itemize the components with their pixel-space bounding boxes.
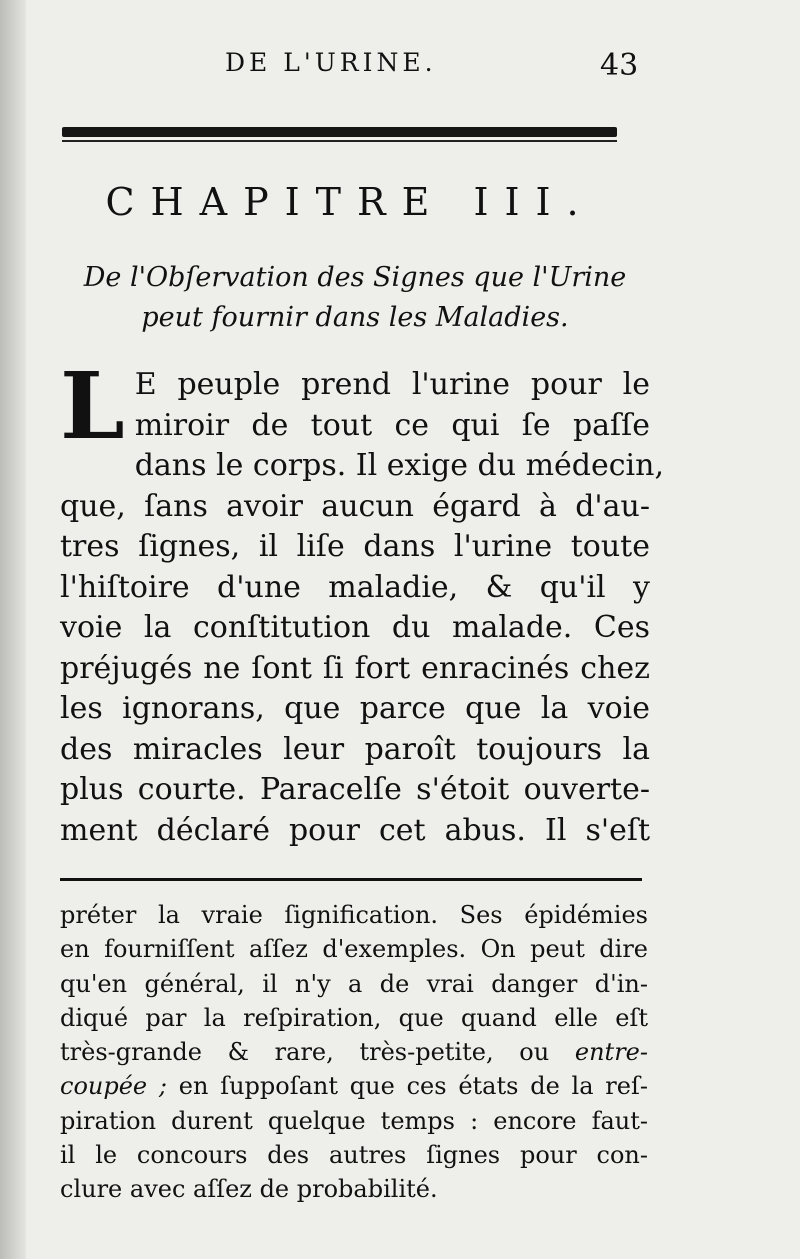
body-line: ment déclaré pour cet abus. Il s'eſt bbox=[60, 812, 650, 848]
footnote-line: clure avec aſſez de probabilité. bbox=[60, 1175, 438, 1204]
footnote-italic-word: coupée ; bbox=[60, 1072, 167, 1101]
footnote-line: préter la vraie ſignification. Ses épidémies bbox=[60, 901, 648, 929]
body-line: E peuple prend l'urine pour le bbox=[134, 367, 650, 402]
footnote-line bbox=[60, 1035, 648, 1069]
body-line: miroir de tout ce qui ſe paſſe bbox=[134, 407, 650, 443]
body-line: les ignorans, que parce que la voie bbox=[60, 691, 650, 726]
footnote-line-text: en ſuppoſant que ces états de la reſ- bbox=[178, 1072, 648, 1101]
chapter-subtitle-line: De l'Obſervation des Signes que l'Urine bbox=[83, 262, 627, 293]
footnote-line-text: très-grande & rare, très-petite, ou bbox=[60, 1038, 550, 1067]
chapter-heading: CHAPITRE III. bbox=[105, 180, 595, 224]
drop-cap: L bbox=[60, 352, 125, 460]
body-line: plus courte. Paracelſe s'étoit ouverte- bbox=[60, 772, 650, 807]
body-text bbox=[60, 352, 665, 851]
header-rule-thick bbox=[62, 127, 617, 137]
body-line: l'hiſtoire d'une maladie, & qu'il y bbox=[60, 569, 650, 605]
running-title: DE L'URINE. bbox=[225, 48, 437, 77]
footnote bbox=[60, 898, 648, 1207]
footnote-line bbox=[60, 1069, 648, 1103]
drop-cap-lines bbox=[135, 365, 650, 446]
page-number: 43 bbox=[600, 48, 639, 83]
body-line: des miracles leur paroît toujours la bbox=[60, 731, 650, 767]
footnote-line: diqué par la reſpiration, que quand elle eſt bbox=[60, 1003, 648, 1032]
footnote-rule bbox=[60, 878, 642, 881]
body-line: dans le corps. Il exige du médecin, bbox=[134, 448, 665, 483]
body-line: voie la conſtitution du malade. Ces bbox=[60, 610, 650, 645]
body-line: préjugés ne ſont ſi fort enracinés chez bbox=[60, 650, 650, 686]
chapter-subtitle bbox=[50, 258, 660, 338]
footnote-line: en fourniſſent aſſez d'exemples. On peut dire bbox=[60, 935, 648, 964]
body-line: tres ſignes, il liſe dans l'urine toute bbox=[60, 529, 650, 564]
chapter-subtitle-line: peut fournir dans les Maladies. bbox=[141, 302, 569, 333]
footnote-line: qu'en général, il n'y a de vrai danger d'in- bbox=[60, 969, 648, 998]
footnote-line: il le concours des autres ſignes pour con- bbox=[60, 1141, 648, 1170]
footnote-line: piration durent quelque temps : encore faut- bbox=[60, 1106, 648, 1135]
body-line: que, ſans avoir aucun égard à d'au- bbox=[60, 488, 650, 524]
footnote-italic-word: entre- bbox=[574, 1038, 648, 1067]
header-rule-thin bbox=[62, 140, 617, 142]
